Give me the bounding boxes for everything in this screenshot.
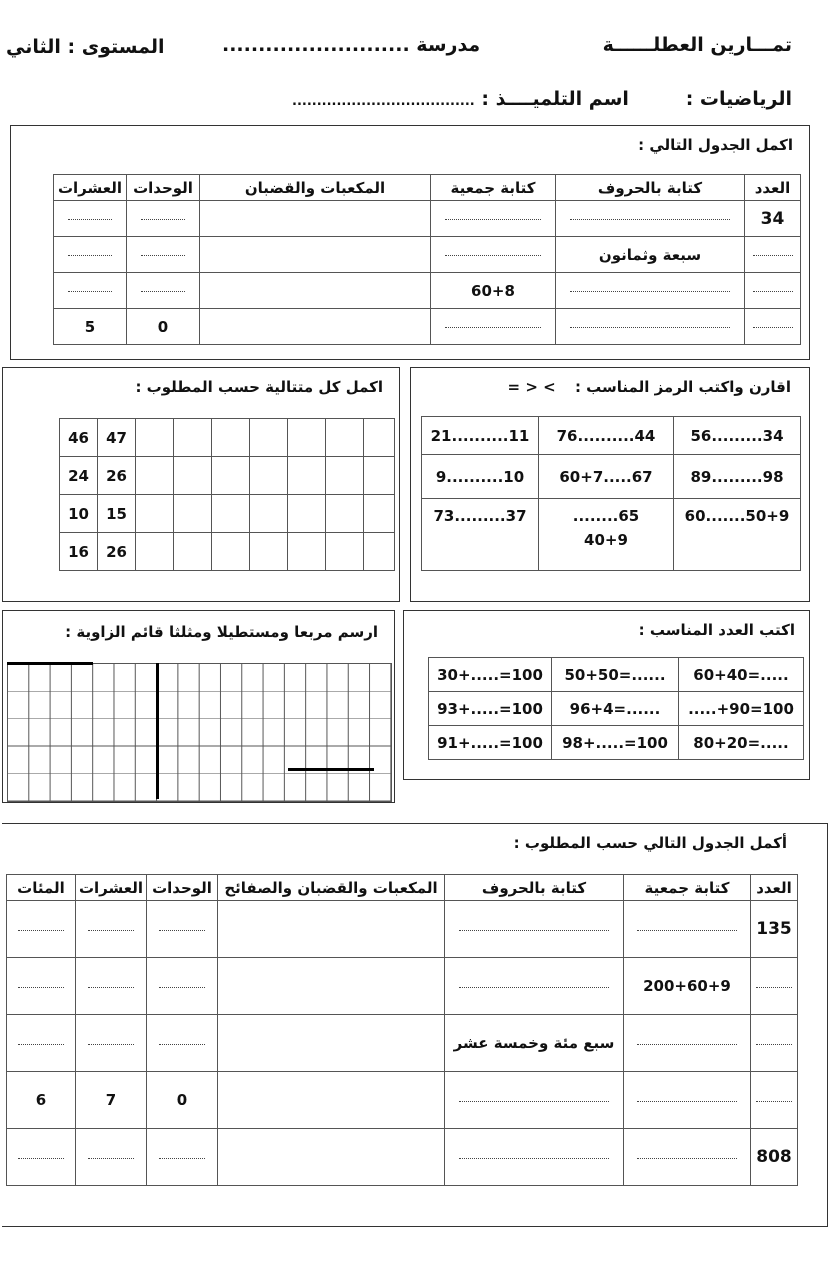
table-row xyxy=(54,237,801,273)
answer-cell[interactable] xyxy=(745,273,801,309)
student-name-label: اسم التلميــــذ : xyxy=(481,88,629,110)
th-units: الوحدات xyxy=(147,875,218,901)
th-cubes-rods-plates: المكعبات والقضبان والصفائح xyxy=(218,875,445,901)
seq-value: 15 xyxy=(98,495,136,533)
fill-cell[interactable]: 93+.....=100 xyxy=(429,692,552,726)
seq-cell[interactable] xyxy=(250,495,288,533)
fill-cell[interactable]: 30+.....=100 xyxy=(429,658,552,692)
table-row xyxy=(422,417,801,455)
drawing-grid[interactable] xyxy=(7,663,392,802)
table-row xyxy=(54,201,801,237)
seq-cell[interactable] xyxy=(364,457,395,495)
number-table xyxy=(53,174,801,345)
answer-cell[interactable] xyxy=(127,201,200,237)
answer-cell[interactable] xyxy=(624,1015,751,1072)
seq-cell[interactable] xyxy=(364,533,395,571)
section6-title: أكمل الجدول التالي حسب المطلوب : xyxy=(513,834,787,852)
th-letters: كتابة بالحروف xyxy=(445,875,624,901)
tens-7: 7 xyxy=(76,1072,147,1129)
answer-cell[interactable] xyxy=(200,201,431,237)
answer-cell[interactable] xyxy=(54,237,127,273)
school-label: مدرسة xyxy=(416,34,481,56)
answer-cell[interactable] xyxy=(76,1015,147,1072)
th-cubes-rods: المكعبات والقضبان xyxy=(200,175,431,201)
sequence-table xyxy=(59,418,395,571)
compare-cell[interactable]: 73.........37 xyxy=(422,499,539,571)
seq-cell[interactable] xyxy=(174,533,212,571)
answer-cell[interactable] xyxy=(218,958,445,1015)
compare-text-extra: 40+9 xyxy=(584,531,628,549)
table-row xyxy=(7,1072,798,1129)
compare-cell[interactable]: 21..........11 xyxy=(422,417,539,455)
seq-cell[interactable] xyxy=(288,419,326,457)
seq-value: 10 xyxy=(60,495,98,533)
answer-cell[interactable] xyxy=(7,1129,76,1186)
answer-cell[interactable] xyxy=(431,237,556,273)
number-135: 135 xyxy=(751,901,798,958)
th-units: الوحدات xyxy=(127,175,200,201)
seq-cell[interactable] xyxy=(174,495,212,533)
fill-cell[interactable]: 91+.....=100 xyxy=(429,726,552,760)
drawn-line xyxy=(7,662,93,665)
section3-title xyxy=(508,378,791,396)
seq-cell[interactable] xyxy=(212,419,250,457)
section-sequences xyxy=(2,367,400,602)
answer-cell[interactable] xyxy=(218,1015,445,1072)
section2-title: اكمل كل متتالية حسب المطلوب : xyxy=(135,378,383,396)
answer-cell[interactable] xyxy=(54,273,127,309)
table-row xyxy=(429,692,804,726)
answer-cell[interactable] xyxy=(76,1129,147,1186)
answer-cell[interactable] xyxy=(7,958,76,1015)
answer-cell[interactable] xyxy=(76,901,147,958)
answer-cell[interactable] xyxy=(218,1129,445,1186)
table-row xyxy=(60,419,395,457)
compare-cell[interactable]: 60.......50+9 xyxy=(674,499,801,571)
section-missing-number xyxy=(403,610,810,780)
th-tens: العشرات xyxy=(76,875,147,901)
seq-cell[interactable] xyxy=(288,457,326,495)
answer-cell[interactable] xyxy=(751,1072,798,1129)
section-hundreds-table xyxy=(2,823,828,1227)
fill-cell[interactable]: 98+.....=100 xyxy=(552,726,679,760)
level-label: المستوى : الثاني xyxy=(6,36,165,58)
compare-symbols: = > < xyxy=(507,378,556,396)
answer-cell[interactable] xyxy=(556,309,745,345)
answer-cell[interactable] xyxy=(445,1072,624,1129)
answer-cell[interactable] xyxy=(200,237,431,273)
answer-cell[interactable] xyxy=(624,1129,751,1186)
answer-cell[interactable] xyxy=(7,901,76,958)
fill-cell[interactable]: 50+50=...... xyxy=(552,658,679,692)
answer-cell[interactable] xyxy=(745,237,801,273)
section1-title: اكمل الجدول التالي : xyxy=(638,136,793,154)
seq-value: 16 xyxy=(60,533,98,571)
answer-cell[interactable] xyxy=(431,309,556,345)
seq-cell[interactable] xyxy=(212,533,250,571)
table-row xyxy=(60,457,395,495)
th-hundreds: المئات xyxy=(7,875,76,901)
units-0: 0 xyxy=(147,1072,218,1129)
seq-cell[interactable] xyxy=(212,457,250,495)
compare-cell[interactable]: 76..........44 xyxy=(539,417,674,455)
letters-715: سبع مئة وخمسة عشر xyxy=(445,1015,624,1072)
seq-cell[interactable] xyxy=(136,457,174,495)
fill-cell[interactable]: 96+4=...... xyxy=(552,692,679,726)
th-sum: كتابة جمعية xyxy=(431,175,556,201)
fill-cell[interactable]: 80+20=..... xyxy=(679,726,804,760)
answer-cell[interactable] xyxy=(147,1129,218,1186)
th-number: العدد xyxy=(745,175,801,201)
units-0: 0 xyxy=(127,309,200,345)
seq-cell[interactable] xyxy=(174,419,212,457)
section-compare xyxy=(410,367,810,602)
seq-cell[interactable] xyxy=(326,419,364,457)
number-34: 34 xyxy=(745,201,801,237)
answer-cell[interactable] xyxy=(445,1129,624,1186)
answer-cell[interactable] xyxy=(147,958,218,1015)
answer-cell[interactable] xyxy=(624,1072,751,1129)
seq-cell[interactable] xyxy=(364,419,395,457)
answer-cell[interactable] xyxy=(7,1015,76,1072)
school-field xyxy=(222,34,480,56)
school-line: .......................... xyxy=(222,34,410,56)
compare-cell[interactable]: 9..........10 xyxy=(422,455,539,499)
seq-cell[interactable] xyxy=(136,419,174,457)
subject-label: الرياضيات : xyxy=(685,88,792,110)
compare-table xyxy=(421,416,801,571)
sum-200-60-9: 200+60+9 xyxy=(624,958,751,1015)
hundreds-table xyxy=(6,874,798,1186)
answer-cell[interactable] xyxy=(624,901,751,958)
seq-cell[interactable] xyxy=(136,495,174,533)
seq-cell[interactable] xyxy=(136,533,174,571)
section5-title: ارسم مربعا ومستطيلا ومثلثا قائم الزاوية : xyxy=(65,623,378,641)
th-letters: كتابة بالحروف xyxy=(556,175,745,201)
student-name-line: ..................................... xyxy=(292,94,475,109)
compare-cell[interactable]: 60+7.....67 xyxy=(539,455,674,499)
seq-cell[interactable] xyxy=(250,419,288,457)
seq-value: 26 xyxy=(98,533,136,571)
tens-5: 5 xyxy=(54,309,127,345)
sum-60-8: 60+8 xyxy=(431,273,556,309)
answer-cell[interactable] xyxy=(445,901,624,958)
answer-cell[interactable] xyxy=(127,273,200,309)
answer-cell[interactable] xyxy=(218,901,445,958)
answer-cell[interactable] xyxy=(54,201,127,237)
seq-value: 46 xyxy=(60,419,98,457)
seq-cell[interactable] xyxy=(250,457,288,495)
answer-cell[interactable] xyxy=(127,237,200,273)
fill-cell[interactable]: .....+90=100 xyxy=(679,692,804,726)
compare-text: ........65 xyxy=(572,507,640,525)
answer-cell[interactable] xyxy=(445,958,624,1015)
seq-cell[interactable] xyxy=(364,495,395,533)
seq-cell[interactable] xyxy=(326,457,364,495)
table-row xyxy=(7,901,798,958)
answer-cell[interactable] xyxy=(218,1072,445,1129)
answer-cell[interactable] xyxy=(431,201,556,237)
section-drawing xyxy=(2,610,395,803)
table-row xyxy=(54,309,801,345)
seq-cell[interactable] xyxy=(174,457,212,495)
answer-cell[interactable] xyxy=(751,1015,798,1072)
th-number: العدد xyxy=(751,875,798,901)
student-name-field xyxy=(292,88,629,110)
table-row xyxy=(429,726,804,760)
compare-cell-stacked[interactable] xyxy=(539,499,674,571)
worksheet-title: تمـــارين العطلــــــة xyxy=(602,34,792,56)
answer-cell[interactable] xyxy=(556,201,745,237)
compare-cell[interactable]: 89.........98 xyxy=(674,455,801,499)
seq-cell[interactable] xyxy=(326,533,364,571)
seq-cell[interactable] xyxy=(250,533,288,571)
answer-cell[interactable] xyxy=(556,273,745,309)
table-row xyxy=(60,533,395,571)
table-row xyxy=(7,958,798,1015)
answer-cell[interactable] xyxy=(147,1015,218,1072)
seq-value: 47 xyxy=(98,419,136,457)
drawn-line xyxy=(288,768,374,771)
drawn-line xyxy=(156,663,159,799)
answer-cell[interactable] xyxy=(200,273,431,309)
fill-cell[interactable]: 60+40=..... xyxy=(679,658,804,692)
table-row xyxy=(422,499,801,571)
answer-cell[interactable] xyxy=(147,901,218,958)
answer-cell[interactable] xyxy=(200,309,431,345)
hundreds-6: 6 xyxy=(7,1072,76,1129)
section4-title: اكتب العدد المناسب : xyxy=(638,621,795,639)
section-number-table xyxy=(10,125,810,360)
table-row xyxy=(60,495,395,533)
answer-cell[interactable] xyxy=(751,958,798,1015)
th-sum: كتابة جمعية xyxy=(624,875,751,901)
seq-value: 24 xyxy=(60,457,98,495)
answer-cell[interactable] xyxy=(76,958,147,1015)
seq-cell[interactable] xyxy=(288,533,326,571)
letters-87: سبعة وثمانون xyxy=(556,237,745,273)
seq-value: 26 xyxy=(98,457,136,495)
number-808: 808 xyxy=(751,1129,798,1186)
th-tens: العشرات xyxy=(54,175,127,201)
table-row xyxy=(54,273,801,309)
answer-cell[interactable] xyxy=(745,309,801,345)
seq-cell[interactable] xyxy=(326,495,364,533)
table-row xyxy=(7,1129,798,1186)
table-row xyxy=(7,1015,798,1072)
section3-title-text: اقارن واكتب الرمز المناسب : xyxy=(574,378,791,396)
missing-number-table xyxy=(428,657,804,760)
seq-cell[interactable] xyxy=(288,495,326,533)
table-row xyxy=(422,455,801,499)
seq-cell[interactable] xyxy=(212,495,250,533)
table-row xyxy=(429,658,804,692)
compare-cell[interactable]: 56.........34 xyxy=(674,417,801,455)
